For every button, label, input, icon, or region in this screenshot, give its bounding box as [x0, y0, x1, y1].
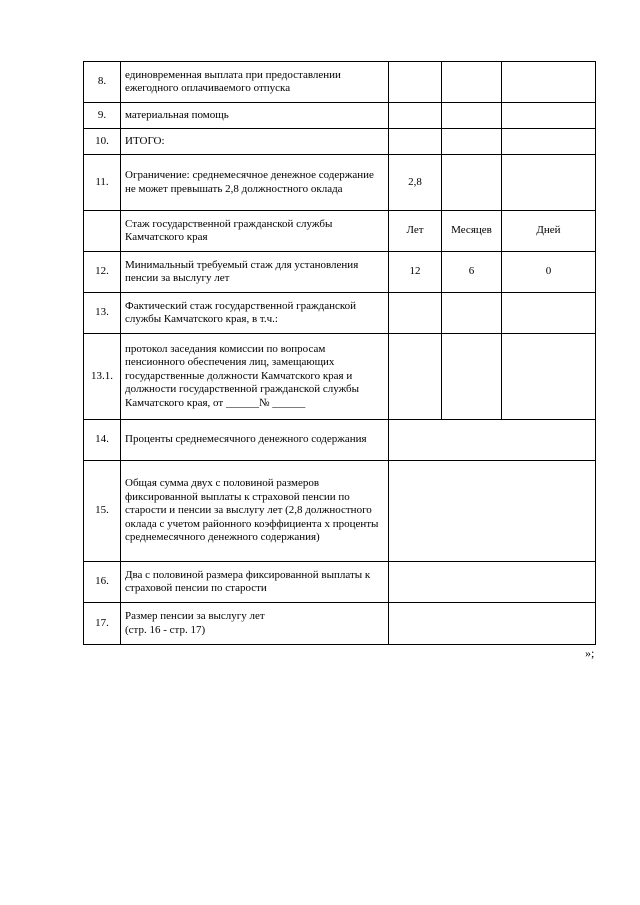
- row-description: Стаж государственной гражданской службы Камчатского края: [121, 211, 389, 252]
- row-number: [84, 211, 121, 252]
- row-number: 13.1.: [84, 334, 121, 420]
- table-row: [84, 461, 596, 562]
- table-row: [84, 155, 596, 211]
- merged-value-cell: [389, 603, 596, 645]
- table-row: [84, 129, 596, 155]
- table-row: [84, 62, 596, 103]
- row-description: ИТОГО:: [121, 129, 389, 155]
- row-number: 14.: [84, 420, 121, 461]
- row-number: 16.: [84, 562, 121, 603]
- row-description: единовременная выплата при предоставлении ежегодного оплачиваемого отпуска: [121, 62, 389, 103]
- value-cell: [502, 293, 596, 334]
- value-cell: [442, 129, 502, 155]
- value-cell: [502, 62, 596, 103]
- row-number: 9.: [84, 103, 121, 129]
- row-number: 10.: [84, 129, 121, 155]
- row-number: 8.: [84, 62, 121, 103]
- value-cell: [389, 334, 442, 420]
- value-cell: [442, 155, 502, 211]
- row-description: материальная помощь: [121, 103, 389, 129]
- column-header-months: Месяцев: [442, 211, 502, 252]
- merged-value-cell: [389, 461, 596, 562]
- row-description: Проценты среднемесячного денежного содержания: [121, 420, 389, 461]
- row-description: Общая сумма двух с половиной размеров фиксированной выплаты к страховой пенсии по старости и пенсии за выслугу лет (2,8 должностного оклада с учетом районного коэффициента х проценты среднемесячного денежного содержания): [121, 461, 389, 562]
- table-row: [84, 211, 596, 252]
- row-number: 12.: [84, 252, 121, 293]
- row-description: Размер пенсии за выслугу лет (стр. 16 - стр. 17): [121, 603, 389, 645]
- value-cell: [502, 155, 596, 211]
- value-cell: 12: [389, 252, 442, 293]
- merged-value-cell: [389, 420, 596, 461]
- row-number: 15.: [84, 461, 121, 562]
- value-cell: [442, 103, 502, 129]
- row-number: 11.: [84, 155, 121, 211]
- value-cell: [389, 103, 442, 129]
- table-row: [84, 334, 596, 420]
- table-row: [84, 420, 596, 461]
- table-row: [84, 603, 596, 645]
- value-cell: [442, 62, 502, 103]
- row-number: 13.: [84, 293, 121, 334]
- value-cell: [502, 334, 596, 420]
- row-description: Ограничение: среднемесячное денежное содержание не может превышать 2,8 должностного оклада: [121, 155, 389, 211]
- value-cell: [389, 129, 442, 155]
- closing-quote: »;: [585, 646, 595, 660]
- merged-value-cell: [389, 562, 596, 603]
- table-row: [84, 293, 596, 334]
- value-cell: [442, 334, 502, 420]
- row-description: Два с половиной размера фиксированной выплаты к страховой пенсии по старости: [121, 562, 389, 603]
- row-number: 17.: [84, 603, 121, 645]
- row-description: Минимальный требуемый стаж для установления пенсии за выслугу лет: [121, 252, 389, 293]
- row-description: Фактический стаж государственной гражданской службы Камчатского края, в т.ч.:: [121, 293, 389, 334]
- row-description: протокол заседания комиссии по вопросам пенсионного обеспечения лиц, замещающих государственные должности Камчатского края и должности государственной гражданской службы Камчатского края, от ______№ ______: [121, 334, 389, 420]
- value-cell: [389, 293, 442, 334]
- value-cell: [502, 129, 596, 155]
- value-cell: [442, 293, 502, 334]
- value-cell: 2,8: [389, 155, 442, 211]
- pension-calculation-table: [83, 61, 596, 645]
- value-cell: 0: [502, 252, 596, 293]
- value-cell: [502, 103, 596, 129]
- column-header-years: Лет: [389, 211, 442, 252]
- table-row: [84, 103, 596, 129]
- value-cell: [389, 62, 442, 103]
- column-header-days: Дней: [502, 211, 596, 252]
- table-row: [84, 252, 596, 293]
- value-cell: 6: [442, 252, 502, 293]
- table-row: [84, 562, 596, 603]
